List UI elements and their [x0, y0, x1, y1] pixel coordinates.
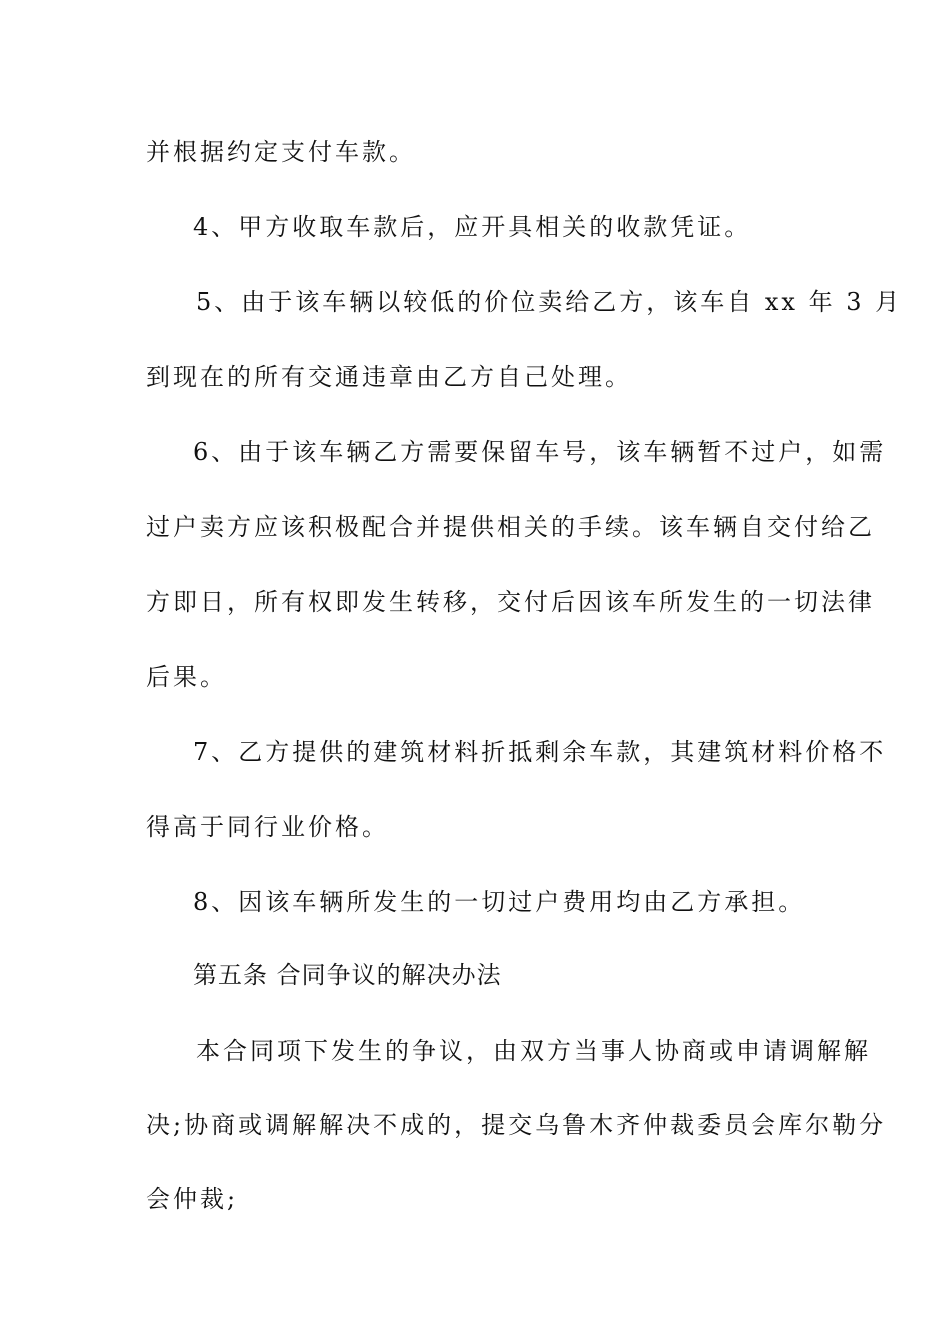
text-line-14: 决;协商或调解解决不成的，提交乌鲁木齐仲裁委员会库尔勒分: [146, 1111, 887, 1139]
text-line-7: 方即日，所有权即发生转移，交付后因该车所发生的一切法律: [146, 588, 875, 616]
text-line-13: 本合同项下发生的争议，由双方当事人协商或申请调解解: [196, 1037, 871, 1065]
text-line-5: 6、由于该车辆乙方需要保留车号，该车辆暂不过户，如需: [193, 438, 887, 466]
text-line-15: 会仲裁;: [146, 1185, 239, 1213]
text-line-11: 8、因该车辆所发生的一切过户费用均由乙方承担。: [193, 888, 806, 916]
text-line-6: 过户卖方应该积极配合并提供相关的手续。该车辆自交付给乙: [146, 513, 875, 541]
text-line-10: 得高于同行业价格。: [146, 813, 389, 841]
text-line-9: 7、乙方提供的建筑材料折抵剩余车款，其建筑材料价格不: [193, 738, 887, 766]
text-line-8: 后果。: [146, 663, 227, 691]
section-heading: 第五条 合同争议的解决办法: [193, 961, 502, 989]
text-line-3: 5、由于该车辆以较低的价位卖给乙方，该车自 xx 年 3 月: [196, 288, 903, 316]
text-line-2: 4、甲方收取车款后，应开具相关的收款凭证。: [193, 213, 752, 241]
text-line-1: 并根据约定支付车款。: [146, 138, 416, 166]
text-line-4: 到现在的所有交通违章由乙方自己处理。: [146, 363, 632, 391]
